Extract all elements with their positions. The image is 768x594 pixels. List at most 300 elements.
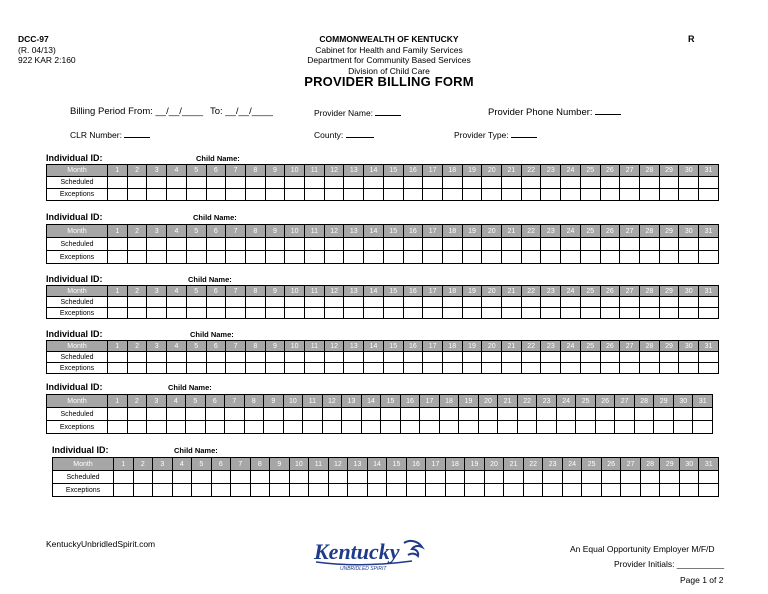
scheduled-cell[interactable]: [639, 352, 659, 363]
exceptions-cell[interactable]: [561, 363, 581, 374]
scheduled-cell[interactable]: [523, 471, 543, 484]
scheduled-cell[interactable]: [166, 408, 186, 421]
exceptions-cell[interactable]: [285, 308, 305, 319]
exceptions-cell[interactable]: [660, 484, 680, 497]
scheduled-cell[interactable]: [206, 238, 226, 251]
exceptions-cell[interactable]: [264, 421, 284, 434]
exceptions-cell[interactable]: [206, 363, 226, 374]
scheduled-cell[interactable]: [541, 297, 561, 308]
exceptions-cell[interactable]: [498, 421, 518, 434]
scheduled-cell[interactable]: [127, 408, 147, 421]
exceptions-cell[interactable]: [620, 251, 640, 264]
exceptions-cell[interactable]: [541, 308, 561, 319]
scheduled-cell[interactable]: [108, 297, 128, 308]
exceptions-cell[interactable]: [459, 421, 479, 434]
scheduled-cell[interactable]: [699, 352, 719, 363]
exceptions-cell[interactable]: [541, 189, 561, 201]
scheduled-cell[interactable]: [305, 297, 325, 308]
scheduled-cell[interactable]: [699, 177, 719, 189]
scheduled-cell[interactable]: [244, 408, 264, 421]
exceptions-cell[interactable]: [420, 421, 440, 434]
exceptions-cell[interactable]: [659, 189, 679, 201]
scheduled-cell[interactable]: [442, 352, 462, 363]
exceptions-cell[interactable]: [502, 308, 522, 319]
exceptions-cell[interactable]: [679, 308, 699, 319]
exceptions-cell[interactable]: [502, 251, 522, 264]
exceptions-cell[interactable]: [462, 308, 482, 319]
exceptions-cell[interactable]: [556, 421, 576, 434]
scheduled-cell[interactable]: [600, 238, 620, 251]
exceptions-cell[interactable]: [324, 251, 344, 264]
scheduled-cell[interactable]: [462, 352, 482, 363]
scheduled-cell[interactable]: [364, 297, 384, 308]
exceptions-cell[interactable]: [265, 251, 285, 264]
scheduled-cell[interactable]: [403, 352, 423, 363]
scheduled-cell[interactable]: [521, 352, 541, 363]
exceptions-cell[interactable]: [108, 363, 128, 374]
exceptions-cell[interactable]: [206, 189, 226, 201]
scheduled-cell[interactable]: [265, 352, 285, 363]
exceptions-cell[interactable]: [403, 363, 423, 374]
exceptions-cell[interactable]: [127, 363, 147, 374]
scheduled-cell[interactable]: [133, 471, 153, 484]
exceptions-cell[interactable]: [600, 189, 620, 201]
exceptions-cell[interactable]: [231, 484, 251, 497]
exceptions-cell[interactable]: [639, 363, 659, 374]
exceptions-cell[interactable]: [580, 251, 600, 264]
exceptions-cell[interactable]: [364, 189, 384, 201]
scheduled-cell[interactable]: [580, 352, 600, 363]
scheduled-cell[interactable]: [541, 177, 561, 189]
scheduled-cell[interactable]: [659, 238, 679, 251]
exceptions-cell[interactable]: [679, 484, 699, 497]
scheduled-cell[interactable]: [206, 297, 226, 308]
exceptions-cell[interactable]: [406, 484, 426, 497]
scheduled-cell[interactable]: [679, 352, 699, 363]
exceptions-cell[interactable]: [462, 251, 482, 264]
scheduled-cell[interactable]: [205, 408, 225, 421]
scheduled-cell[interactable]: [462, 297, 482, 308]
scheduled-cell[interactable]: [324, 352, 344, 363]
exceptions-cell[interactable]: [364, 251, 384, 264]
scheduled-cell[interactable]: [231, 471, 251, 484]
scheduled-cell[interactable]: [305, 238, 325, 251]
exceptions-cell[interactable]: [225, 421, 245, 434]
exceptions-cell[interactable]: [600, 251, 620, 264]
scheduled-cell[interactable]: [423, 177, 443, 189]
exceptions-cell[interactable]: [442, 363, 462, 374]
exceptions-cell[interactable]: [423, 251, 443, 264]
exceptions-cell[interactable]: [305, 189, 325, 201]
exceptions-cell[interactable]: [541, 363, 561, 374]
scheduled-cell[interactable]: [465, 471, 485, 484]
exceptions-cell[interactable]: [226, 251, 246, 264]
exceptions-cell[interactable]: [383, 251, 403, 264]
exceptions-cell[interactable]: [478, 421, 498, 434]
exceptions-cell[interactable]: [206, 308, 226, 319]
scheduled-cell[interactable]: [639, 177, 659, 189]
exceptions-cell[interactable]: [324, 308, 344, 319]
exceptions-cell[interactable]: [576, 421, 596, 434]
scheduled-cell[interactable]: [206, 352, 226, 363]
exceptions-cell[interactable]: [322, 421, 342, 434]
exceptions-cell[interactable]: [133, 484, 153, 497]
scheduled-cell[interactable]: [283, 408, 303, 421]
scheduled-cell[interactable]: [108, 352, 128, 363]
exceptions-cell[interactable]: [699, 251, 719, 264]
clr-number-field[interactable]: [70, 129, 150, 140]
exceptions-cell[interactable]: [147, 363, 167, 374]
scheduled-cell[interactable]: [659, 177, 679, 189]
exceptions-cell[interactable]: [367, 484, 387, 497]
exceptions-cell[interactable]: [423, 189, 443, 201]
exceptions-cell[interactable]: [289, 484, 309, 497]
scheduled-cell[interactable]: [423, 352, 443, 363]
scheduled-cell[interactable]: [699, 297, 719, 308]
scheduled-cell[interactable]: [270, 471, 290, 484]
exceptions-cell[interactable]: [640, 484, 660, 497]
scheduled-cell[interactable]: [580, 177, 600, 189]
scheduled-cell[interactable]: [482, 352, 502, 363]
exceptions-cell[interactable]: [342, 421, 362, 434]
exceptions-cell[interactable]: [245, 251, 265, 264]
scheduled-cell[interactable]: [383, 238, 403, 251]
scheduled-cell[interactable]: [673, 408, 693, 421]
scheduled-cell[interactable]: [620, 177, 640, 189]
scheduled-cell[interactable]: [679, 238, 699, 251]
exceptions-cell[interactable]: [679, 363, 699, 374]
scheduled-cell[interactable]: [621, 471, 641, 484]
exceptions-cell[interactable]: [244, 421, 264, 434]
exceptions-cell[interactable]: [659, 363, 679, 374]
exceptions-cell[interactable]: [482, 189, 502, 201]
scheduled-cell[interactable]: [167, 352, 187, 363]
exceptions-cell[interactable]: [442, 308, 462, 319]
exceptions-cell[interactable]: [285, 251, 305, 264]
exceptions-cell[interactable]: [679, 251, 699, 264]
scheduled-cell[interactable]: [580, 297, 600, 308]
scheduled-cell[interactable]: [693, 408, 713, 421]
exceptions-cell[interactable]: [699, 484, 719, 497]
exceptions-cell[interactable]: [521, 308, 541, 319]
exceptions-cell[interactable]: [673, 421, 693, 434]
scheduled-cell[interactable]: [361, 408, 381, 421]
scheduled-cell[interactable]: [127, 297, 147, 308]
exceptions-cell[interactable]: [442, 251, 462, 264]
scheduled-cell[interactable]: [167, 297, 187, 308]
county-field[interactable]: [314, 129, 374, 140]
scheduled-cell[interactable]: [245, 352, 265, 363]
scheduled-cell[interactable]: [615, 408, 635, 421]
scheduled-cell[interactable]: [364, 177, 384, 189]
scheduled-cell[interactable]: [576, 408, 596, 421]
scheduled-cell[interactable]: [226, 238, 246, 251]
exceptions-cell[interactable]: [305, 363, 325, 374]
scheduled-cell[interactable]: [322, 408, 342, 421]
scheduled-cell[interactable]: [679, 471, 699, 484]
exceptions-cell[interactable]: [699, 363, 719, 374]
exceptions-cell[interactable]: [659, 251, 679, 264]
exceptions-cell[interactable]: [400, 421, 420, 434]
exceptions-cell[interactable]: [465, 484, 485, 497]
scheduled-cell[interactable]: [601, 471, 621, 484]
exceptions-cell[interactable]: [423, 308, 443, 319]
scheduled-cell[interactable]: [660, 471, 680, 484]
exceptions-cell[interactable]: [186, 363, 206, 374]
scheduled-cell[interactable]: [442, 177, 462, 189]
exceptions-cell[interactable]: [348, 484, 368, 497]
scheduled-cell[interactable]: [582, 471, 602, 484]
scheduled-cell[interactable]: [541, 352, 561, 363]
exceptions-cell[interactable]: [250, 484, 270, 497]
scheduled-cell[interactable]: [305, 352, 325, 363]
exceptions-cell[interactable]: [523, 484, 543, 497]
scheduled-cell[interactable]: [541, 238, 561, 251]
scheduled-cell[interactable]: [192, 471, 212, 484]
exceptions-cell[interactable]: [127, 189, 147, 201]
exceptions-cell[interactable]: [439, 421, 459, 434]
scheduled-cell[interactable]: [502, 352, 522, 363]
exceptions-cell[interactable]: [541, 251, 561, 264]
scheduled-cell[interactable]: [245, 177, 265, 189]
scheduled-cell[interactable]: [445, 471, 465, 484]
exceptions-cell[interactable]: [108, 251, 128, 264]
provider-name-field[interactable]: [314, 107, 401, 118]
exceptions-cell[interactable]: [186, 421, 206, 434]
exceptions-cell[interactable]: [167, 363, 187, 374]
exceptions-cell[interactable]: [364, 363, 384, 374]
scheduled-cell[interactable]: [442, 297, 462, 308]
scheduled-cell[interactable]: [462, 177, 482, 189]
scheduled-cell[interactable]: [167, 177, 187, 189]
exceptions-cell[interactable]: [423, 363, 443, 374]
scheduled-cell[interactable]: [403, 238, 423, 251]
scheduled-cell[interactable]: [502, 297, 522, 308]
exceptions-cell[interactable]: [482, 308, 502, 319]
provider-initials-field[interactable]: Provider Initials: __________: [614, 559, 725, 569]
exceptions-cell[interactable]: [620, 189, 640, 201]
provider-type-blank[interactable]: [511, 129, 537, 138]
scheduled-cell[interactable]: [459, 408, 479, 421]
scheduled-cell[interactable]: [250, 471, 270, 484]
scheduled-cell[interactable]: [482, 297, 502, 308]
scheduled-cell[interactable]: [114, 471, 134, 484]
exceptions-cell[interactable]: [265, 363, 285, 374]
exceptions-cell[interactable]: [383, 189, 403, 201]
scheduled-cell[interactable]: [108, 408, 128, 421]
scheduled-cell[interactable]: [504, 471, 524, 484]
scheduled-cell[interactable]: [367, 471, 387, 484]
exceptions-cell[interactable]: [502, 363, 522, 374]
scheduled-cell[interactable]: [245, 238, 265, 251]
scheduled-cell[interactable]: [659, 352, 679, 363]
scheduled-cell[interactable]: [328, 471, 348, 484]
exceptions-cell[interactable]: [147, 251, 167, 264]
scheduled-cell[interactable]: [620, 352, 640, 363]
scheduled-cell[interactable]: [521, 238, 541, 251]
scheduled-cell[interactable]: [245, 297, 265, 308]
exceptions-cell[interactable]: [206, 251, 226, 264]
exceptions-cell[interactable]: [600, 363, 620, 374]
exceptions-cell[interactable]: [265, 308, 285, 319]
scheduled-cell[interactable]: [699, 471, 719, 484]
scheduled-cell[interactable]: [348, 471, 368, 484]
scheduled-cell[interactable]: [285, 238, 305, 251]
scheduled-cell[interactable]: [265, 177, 285, 189]
exceptions-cell[interactable]: [383, 308, 403, 319]
scheduled-cell[interactable]: [561, 297, 581, 308]
scheduled-cell[interactable]: [679, 177, 699, 189]
exceptions-cell[interactable]: [108, 189, 128, 201]
exceptions-cell[interactable]: [361, 421, 381, 434]
scheduled-cell[interactable]: [620, 238, 640, 251]
provider-name-blank[interactable]: [375, 107, 401, 116]
exceptions-cell[interactable]: [561, 308, 581, 319]
exceptions-cell[interactable]: [462, 363, 482, 374]
scheduled-cell[interactable]: [640, 471, 660, 484]
exceptions-cell[interactable]: [484, 484, 504, 497]
scheduled-cell[interactable]: [364, 238, 384, 251]
exceptions-cell[interactable]: [580, 189, 600, 201]
scheduled-cell[interactable]: [502, 238, 522, 251]
scheduled-cell[interactable]: [462, 238, 482, 251]
exceptions-cell[interactable]: [285, 189, 305, 201]
scheduled-cell[interactable]: [285, 352, 305, 363]
scheduled-cell[interactable]: [167, 238, 187, 251]
scheduled-cell[interactable]: [344, 238, 364, 251]
exceptions-cell[interactable]: [582, 484, 602, 497]
scheduled-cell[interactable]: [265, 238, 285, 251]
exceptions-cell[interactable]: [147, 308, 167, 319]
exceptions-cell[interactable]: [595, 421, 615, 434]
scheduled-cell[interactable]: [186, 238, 206, 251]
scheduled-cell[interactable]: [324, 297, 344, 308]
exceptions-cell[interactable]: [127, 251, 147, 264]
scheduled-cell[interactable]: [639, 297, 659, 308]
exceptions-cell[interactable]: [186, 308, 206, 319]
scheduled-cell[interactable]: [426, 471, 446, 484]
county-blank[interactable]: [346, 129, 374, 138]
exceptions-cell[interactable]: [502, 189, 522, 201]
exceptions-cell[interactable]: [615, 421, 635, 434]
scheduled-cell[interactable]: [383, 352, 403, 363]
exceptions-cell[interactable]: [245, 308, 265, 319]
exceptions-cell[interactable]: [561, 189, 581, 201]
scheduled-cell[interactable]: [225, 408, 245, 421]
scheduled-cell[interactable]: [659, 297, 679, 308]
scheduled-cell[interactable]: [482, 177, 502, 189]
exceptions-cell[interactable]: [166, 421, 186, 434]
scheduled-cell[interactable]: [543, 471, 563, 484]
scheduled-cell[interactable]: [595, 408, 615, 421]
clr-number-blank[interactable]: [124, 129, 150, 138]
scheduled-cell[interactable]: [561, 352, 581, 363]
scheduled-cell[interactable]: [265, 297, 285, 308]
scheduled-cell[interactable]: [127, 352, 147, 363]
exceptions-cell[interactable]: [383, 363, 403, 374]
scheduled-cell[interactable]: [344, 352, 364, 363]
exceptions-cell[interactable]: [167, 251, 187, 264]
exceptions-cell[interactable]: [639, 189, 659, 201]
exceptions-cell[interactable]: [226, 308, 246, 319]
exceptions-cell[interactable]: [562, 484, 582, 497]
exceptions-cell[interactable]: [364, 308, 384, 319]
scheduled-cell[interactable]: [484, 471, 504, 484]
exceptions-cell[interactable]: [108, 308, 128, 319]
exceptions-cell[interactable]: [403, 308, 423, 319]
scheduled-cell[interactable]: [206, 177, 226, 189]
exceptions-cell[interactable]: [127, 308, 147, 319]
scheduled-cell[interactable]: [498, 408, 518, 421]
scheduled-cell[interactable]: [478, 408, 498, 421]
exceptions-cell[interactable]: [634, 421, 654, 434]
scheduled-cell[interactable]: [699, 238, 719, 251]
scheduled-cell[interactable]: [521, 177, 541, 189]
scheduled-cell[interactable]: [537, 408, 557, 421]
scheduled-cell[interactable]: [147, 408, 167, 421]
exceptions-cell[interactable]: [699, 308, 719, 319]
exceptions-cell[interactable]: [600, 308, 620, 319]
scheduled-cell[interactable]: [561, 238, 581, 251]
exceptions-cell[interactable]: [580, 308, 600, 319]
scheduled-cell[interactable]: [344, 177, 364, 189]
exceptions-cell[interactable]: [309, 484, 329, 497]
exceptions-cell[interactable]: [639, 308, 659, 319]
scheduled-cell[interactable]: [381, 408, 401, 421]
scheduled-cell[interactable]: [147, 177, 167, 189]
exceptions-cell[interactable]: [521, 189, 541, 201]
exceptions-cell[interactable]: [381, 421, 401, 434]
scheduled-cell[interactable]: [186, 408, 206, 421]
exceptions-cell[interactable]: [426, 484, 446, 497]
scheduled-cell[interactable]: [600, 352, 620, 363]
exceptions-cell[interactable]: [305, 251, 325, 264]
exceptions-cell[interactable]: [442, 189, 462, 201]
exceptions-cell[interactable]: [620, 308, 640, 319]
scheduled-cell[interactable]: [108, 177, 128, 189]
exceptions-cell[interactable]: [186, 251, 206, 264]
exceptions-cell[interactable]: [344, 251, 364, 264]
scheduled-cell[interactable]: [639, 238, 659, 251]
exceptions-cell[interactable]: [285, 363, 305, 374]
scheduled-cell[interactable]: [342, 408, 362, 421]
exceptions-cell[interactable]: [283, 421, 303, 434]
exceptions-cell[interactable]: [521, 251, 541, 264]
scheduled-cell[interactable]: [324, 238, 344, 251]
provider-phone-field[interactable]: [488, 106, 621, 118]
exceptions-cell[interactable]: [186, 189, 206, 201]
exceptions-cell[interactable]: [639, 251, 659, 264]
exceptions-cell[interactable]: [324, 363, 344, 374]
exceptions-cell[interactable]: [543, 484, 563, 497]
scheduled-cell[interactable]: [423, 238, 443, 251]
exceptions-cell[interactable]: [517, 421, 537, 434]
provider-phone-blank[interactable]: [595, 106, 621, 115]
scheduled-cell[interactable]: [634, 408, 654, 421]
scheduled-cell[interactable]: [211, 471, 231, 484]
billing-period-to-field[interactable]: [210, 106, 273, 117]
scheduled-cell[interactable]: [108, 238, 128, 251]
exceptions-cell[interactable]: [403, 251, 423, 264]
scheduled-cell[interactable]: [324, 177, 344, 189]
exceptions-cell[interactable]: [621, 484, 641, 497]
exceptions-cell[interactable]: [328, 484, 348, 497]
scheduled-cell[interactable]: [403, 297, 423, 308]
exceptions-cell[interactable]: [108, 421, 128, 434]
provider-type-field[interactable]: [454, 129, 537, 140]
scheduled-cell[interactable]: [285, 177, 305, 189]
exceptions-cell[interactable]: [265, 189, 285, 201]
